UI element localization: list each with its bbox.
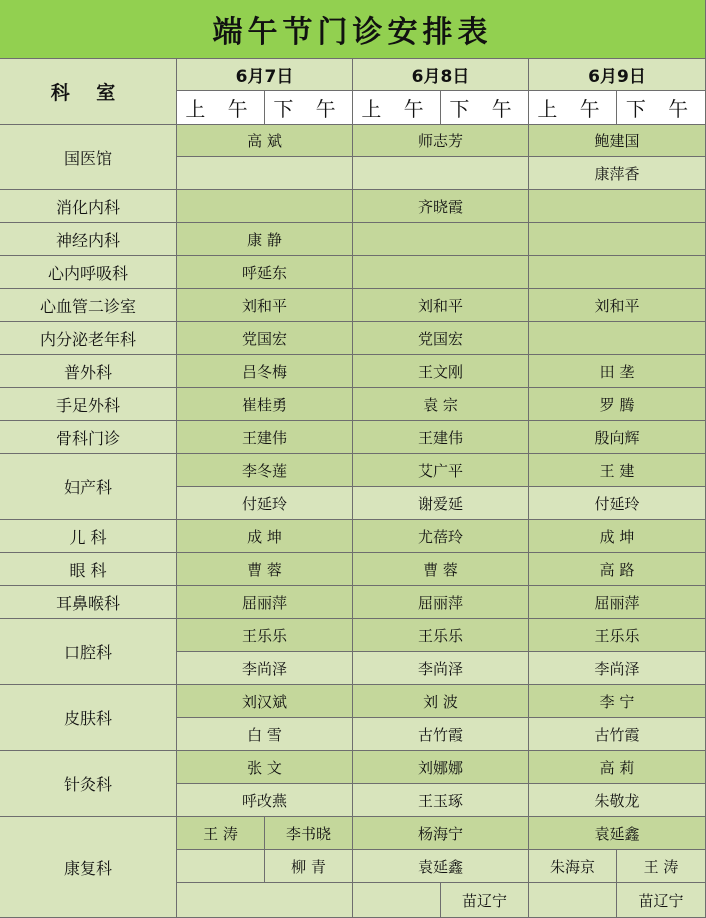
doctor-cell: 王乐乐 <box>177 619 353 652</box>
doctor-cell: 张 文 <box>177 751 353 784</box>
doctor-cell: 齐晓霞 <box>353 190 529 223</box>
date-header: 6月7日 <box>177 59 353 91</box>
doctor-cell: 王建伟 <box>177 421 353 454</box>
doctor-cell <box>177 190 353 223</box>
doctor-cell: 杨海宁 <box>353 817 529 850</box>
doctor-cell: 王建伟 <box>353 421 529 454</box>
doctor-cell: 李冬莲 <box>177 454 353 487</box>
doctor-cell: 王乐乐 <box>529 619 706 652</box>
doctor-cell <box>353 256 529 289</box>
doctor-cell: 曹 蓉 <box>353 553 529 586</box>
doctor-cell: 谢爱延 <box>353 487 529 520</box>
doctor-cell: 苗辽宁 <box>441 883 529 918</box>
doctor-cell: 王玉琢 <box>353 784 529 817</box>
doctor-cell: 朱敬龙 <box>529 784 706 817</box>
doctor-cell: 古竹霞 <box>353 718 529 751</box>
doctor-cell: 党国宏 <box>177 322 353 355</box>
doctor-cell: 艾广平 <box>353 454 529 487</box>
doctor-cell: 成 坤 <box>177 520 353 553</box>
doctor-cell: 高 路 <box>529 553 706 586</box>
doctor-cell: 呼改燕 <box>177 784 353 817</box>
doctor-cell <box>177 850 265 883</box>
doctor-cell: 高 莉 <box>529 751 706 784</box>
doctor-cell: 刘和平 <box>529 289 706 322</box>
doctor-cell: 李尚泽 <box>177 652 353 685</box>
doctor-cell: 朱海京 <box>529 850 617 883</box>
doctor-cell: 付延玲 <box>529 487 706 520</box>
department-name: 康复科 <box>0 817 177 918</box>
doctor-cell: 刘和平 <box>353 289 529 322</box>
doctor-cell: 王 涛 <box>617 850 706 883</box>
doctor-cell: 王文刚 <box>353 355 529 388</box>
department-name: 皮肤科 <box>0 685 177 751</box>
department-name: 心内呼吸科 <box>0 256 177 289</box>
doctor-cell: 屈丽萍 <box>353 586 529 619</box>
department-name: 耳鼻喉科 <box>0 586 177 619</box>
doctor-cell <box>177 883 353 918</box>
department-name: 手足外科 <box>0 388 177 421</box>
doctor-cell: 王乐乐 <box>353 619 529 652</box>
department-name: 妇产科 <box>0 454 177 520</box>
doctor-cell: 王 建 <box>529 454 706 487</box>
doctor-cell: 屈丽萍 <box>529 586 706 619</box>
department-name: 针灸科 <box>0 751 177 817</box>
doctor-cell <box>529 190 706 223</box>
doctor-cell <box>529 883 617 918</box>
pm-header: 下 午 <box>441 91 529 125</box>
doctor-cell: 袁 宗 <box>353 388 529 421</box>
doctor-cell: 曹 蓉 <box>177 553 353 586</box>
doctor-cell: 李 宁 <box>529 685 706 718</box>
doctor-cell: 师志芳 <box>353 125 529 157</box>
doctor-cell: 付延玲 <box>177 487 353 520</box>
doctor-cell: 袁延鑫 <box>529 817 706 850</box>
doctor-cell: 刘娜娜 <box>353 751 529 784</box>
doctor-cell <box>177 157 353 190</box>
doctor-cell: 李尚泽 <box>353 652 529 685</box>
department-name: 神经内科 <box>0 223 177 256</box>
pm-header: 下 午 <box>265 91 353 125</box>
page-title: 端午节门诊安排表 <box>0 0 706 59</box>
pm-header: 下 午 <box>617 91 706 125</box>
doctor-cell: 柳 青 <box>265 850 353 883</box>
doctor-cell: 李尚泽 <box>529 652 706 685</box>
doctor-cell: 尤蓓玲 <box>353 520 529 553</box>
department-name: 眼 科 <box>0 553 177 586</box>
doctor-cell: 屈丽萍 <box>177 586 353 619</box>
doctor-cell: 刘和平 <box>177 289 353 322</box>
doctor-cell: 鲍建国 <box>529 125 706 157</box>
department-name: 儿 科 <box>0 520 177 553</box>
doctor-cell <box>353 157 529 190</box>
doctor-cell: 古竹霞 <box>529 718 706 751</box>
doctor-cell <box>529 256 706 289</box>
doctor-cell: 高 斌 <box>177 125 353 157</box>
department-name: 国医馆 <box>0 125 177 190</box>
doctor-cell: 王 涛 <box>177 817 265 850</box>
doctor-cell <box>353 883 441 918</box>
doctor-cell <box>353 223 529 256</box>
doctor-cell: 康 静 <box>177 223 353 256</box>
date-header: 6月9日 <box>529 59 706 91</box>
department-name: 消化内科 <box>0 190 177 223</box>
doctor-cell: 成 坤 <box>529 520 706 553</box>
department-name: 内分泌老年科 <box>0 322 177 355</box>
doctor-cell: 刘 波 <box>353 685 529 718</box>
department-name: 普外科 <box>0 355 177 388</box>
doctor-cell <box>529 223 706 256</box>
doctor-cell: 吕冬梅 <box>177 355 353 388</box>
doctor-cell: 苗辽宁 <box>617 883 706 918</box>
doctor-cell: 刘汉斌 <box>177 685 353 718</box>
doctor-cell: 李书晓 <box>265 817 353 850</box>
department-name: 骨科门诊 <box>0 421 177 454</box>
am-header: 上 午 <box>353 91 441 125</box>
am-header: 上 午 <box>529 91 617 125</box>
doctor-cell: 袁延鑫 <box>353 850 529 883</box>
dept-header: 科 室 <box>0 59 177 125</box>
date-header: 6月8日 <box>353 59 529 91</box>
am-header: 上 午 <box>177 91 265 125</box>
doctor-cell: 崔桂勇 <box>177 388 353 421</box>
doctor-cell <box>529 322 706 355</box>
doctor-cell: 呼延东 <box>177 256 353 289</box>
doctor-cell: 田 垄 <box>529 355 706 388</box>
doctor-cell: 罗 腾 <box>529 388 706 421</box>
doctor-cell: 党国宏 <box>353 322 529 355</box>
doctor-cell: 康萍香 <box>529 157 706 190</box>
department-name: 口腔科 <box>0 619 177 685</box>
department-name: 心血管二诊室 <box>0 289 177 322</box>
doctor-cell: 殷向辉 <box>529 421 706 454</box>
doctor-cell: 白 雪 <box>177 718 353 751</box>
